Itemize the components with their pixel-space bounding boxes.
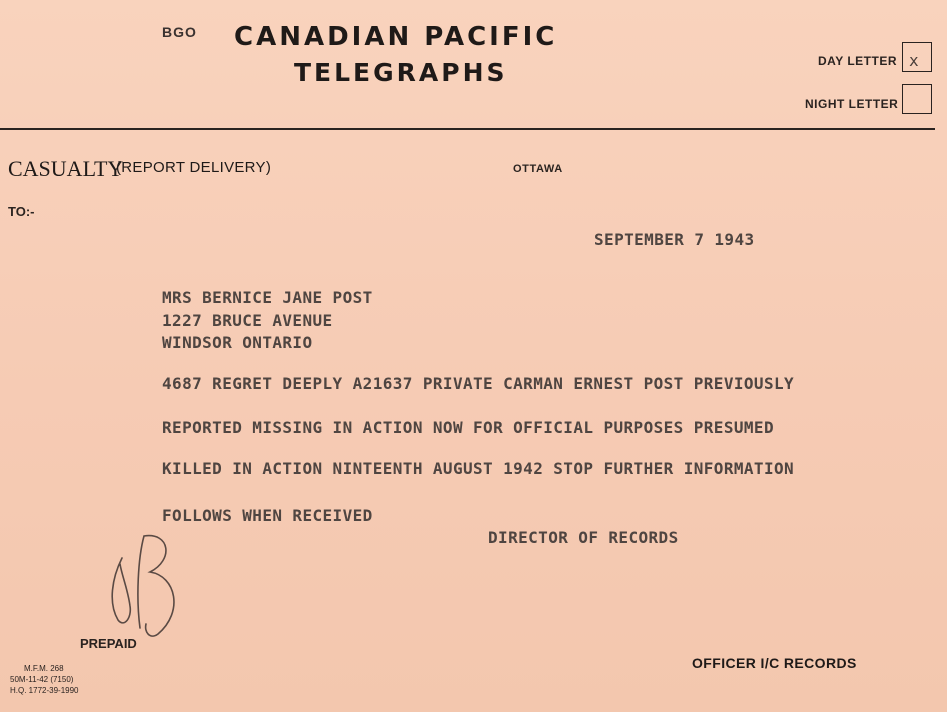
day-letter-checkbox[interactable] (902, 42, 932, 72)
night-letter-checkbox[interactable] (902, 84, 932, 114)
form-code: 50M-11-42 (7150) (10, 675, 74, 684)
prepaid-label: PREPAID (80, 636, 137, 651)
form-code: H.Q. 1772-39-1990 (10, 686, 79, 695)
office-code: BGO (162, 24, 197, 40)
header-divider (0, 128, 935, 130)
message-line: KILLED IN ACTION NINTEENTH AUGUST 1942 STOP FURTHER INFORMATION (162, 459, 795, 478)
night-letter-label: NIGHT LETTER (805, 97, 899, 111)
recipient-street: 1227 BRUCE AVENUE (162, 311, 333, 330)
recipient-name: MRS BERNICE JANE POST (162, 288, 373, 307)
message-line: REPORTED MISSING IN ACTION NOW FOR OFFICIAL PURPOSES PRESUMED (162, 418, 775, 437)
company-name: CANADIAN PACIFIC (234, 22, 558, 52)
message-type: CASUALTY (8, 156, 124, 181)
form-code: M.F.M. 268 (24, 664, 64, 673)
service-name: TELEGRAPHS (294, 58, 508, 87)
recipient-city: WINDSOR ONTARIO (162, 333, 313, 352)
officer-title: OFFICER I/C RECORDS (692, 655, 857, 671)
message-subtype: (REPORT DELIVERY) (116, 159, 272, 176)
message-line: 4687 REGRET DEEPLY A21637 PRIVATE CARMAN ERNEST POST PREVIOUSLY (162, 374, 795, 393)
message-line: FOLLOWS WHEN RECEIVED (162, 506, 373, 525)
origin-city: OTTAWA (513, 163, 563, 175)
sender-signature: DIRECTOR OF RECORDS (488, 528, 679, 547)
day-letter-label: DAY LETTER (818, 54, 898, 68)
message-date: SEPTEMBER 7 1943 (594, 230, 755, 249)
to-label: TO:- (8, 204, 35, 219)
day-letter-mark: x (909, 51, 919, 70)
